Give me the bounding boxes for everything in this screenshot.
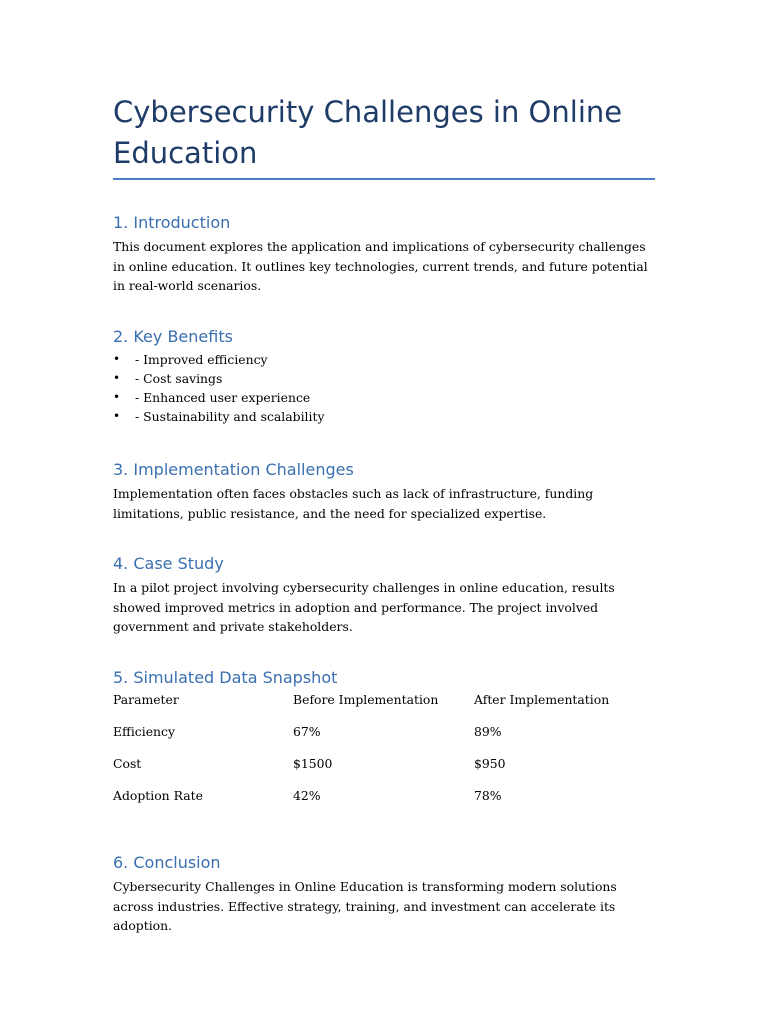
bullet-icon: • xyxy=(113,371,121,385)
table-row xyxy=(113,788,655,820)
data-table xyxy=(113,692,655,820)
table-row xyxy=(113,724,655,756)
title-divider xyxy=(113,178,655,180)
section-heading-conclusion: 6. Conclusion xyxy=(113,853,221,872)
bullet-icon: • xyxy=(113,390,121,404)
document-title: Cybersecurity Challenges in Online Education xyxy=(113,95,623,170)
benefit-text: - Sustainability and scalability xyxy=(135,409,325,424)
document-page xyxy=(113,92,655,180)
table-row xyxy=(113,756,655,788)
section-heading-key-benefits: 2. Key Benefits xyxy=(113,327,233,346)
table-cell: Adoption Rate xyxy=(113,788,203,803)
benefit-text: - Cost savings xyxy=(135,371,223,386)
column-header: After Implementation xyxy=(474,692,610,707)
benefit-text: - Enhanced user experience xyxy=(135,390,311,405)
table-cell: Cost xyxy=(113,756,142,771)
section-implementation-challenges xyxy=(113,459,655,523)
table-cell: 42% xyxy=(293,788,321,803)
table-cell: $1500 xyxy=(293,756,333,771)
case-study-text: In a pilot project involving cybersecurity challenges in online education, results showed improved metrics in adoption and performance. The project involved government and private stakeholders. xyxy=(113,580,615,634)
section-introduction xyxy=(113,212,655,296)
benefits-list xyxy=(113,350,655,426)
list-item xyxy=(113,350,655,369)
section-heading-implementation-challenges: 3. Implementation Challenges xyxy=(113,460,354,479)
table-cell: $950 xyxy=(474,756,506,771)
column-header: Before Implementation xyxy=(293,692,439,707)
section-key-benefits xyxy=(113,326,655,426)
section-heading-data-snapshot: 5. Simulated Data Snapshot xyxy=(113,668,338,687)
table-cell: Efficiency xyxy=(113,724,175,739)
bullet-icon: • xyxy=(113,352,121,366)
section-conclusion xyxy=(113,852,655,936)
conclusion-text: Cybersecurity Challenges in Online Education is transforming modern solutions across industries. Effective strategy, training, and investment can accelerate its adoption. xyxy=(113,879,617,933)
section-case-study xyxy=(113,553,655,637)
table-cell: 67% xyxy=(293,724,321,739)
table-header-row xyxy=(113,692,655,724)
section-heading-case-study: 4. Case Study xyxy=(113,554,224,573)
section-heading-introduction: 1. Introduction xyxy=(113,213,231,232)
table-cell: 78% xyxy=(474,788,502,803)
benefit-text: - Improved efficiency xyxy=(135,352,268,367)
bullet-icon: • xyxy=(113,409,121,423)
table-cell: 89% xyxy=(474,724,502,739)
list-item xyxy=(113,407,655,426)
section-data-snapshot xyxy=(113,667,655,820)
challenges-text: Implementation often faces obstacles such as lack of infrastructure, funding limitations, public resistance, and the need for specialized expertise. xyxy=(113,486,594,521)
introduction-text: This document explores the application and implications of cybersecurity challenges in online education. It outlines key technologies, current trends, and future potential in real-world scenarios. xyxy=(113,239,648,293)
list-item xyxy=(113,388,655,407)
list-item xyxy=(113,369,655,388)
column-header: Parameter xyxy=(113,692,179,707)
